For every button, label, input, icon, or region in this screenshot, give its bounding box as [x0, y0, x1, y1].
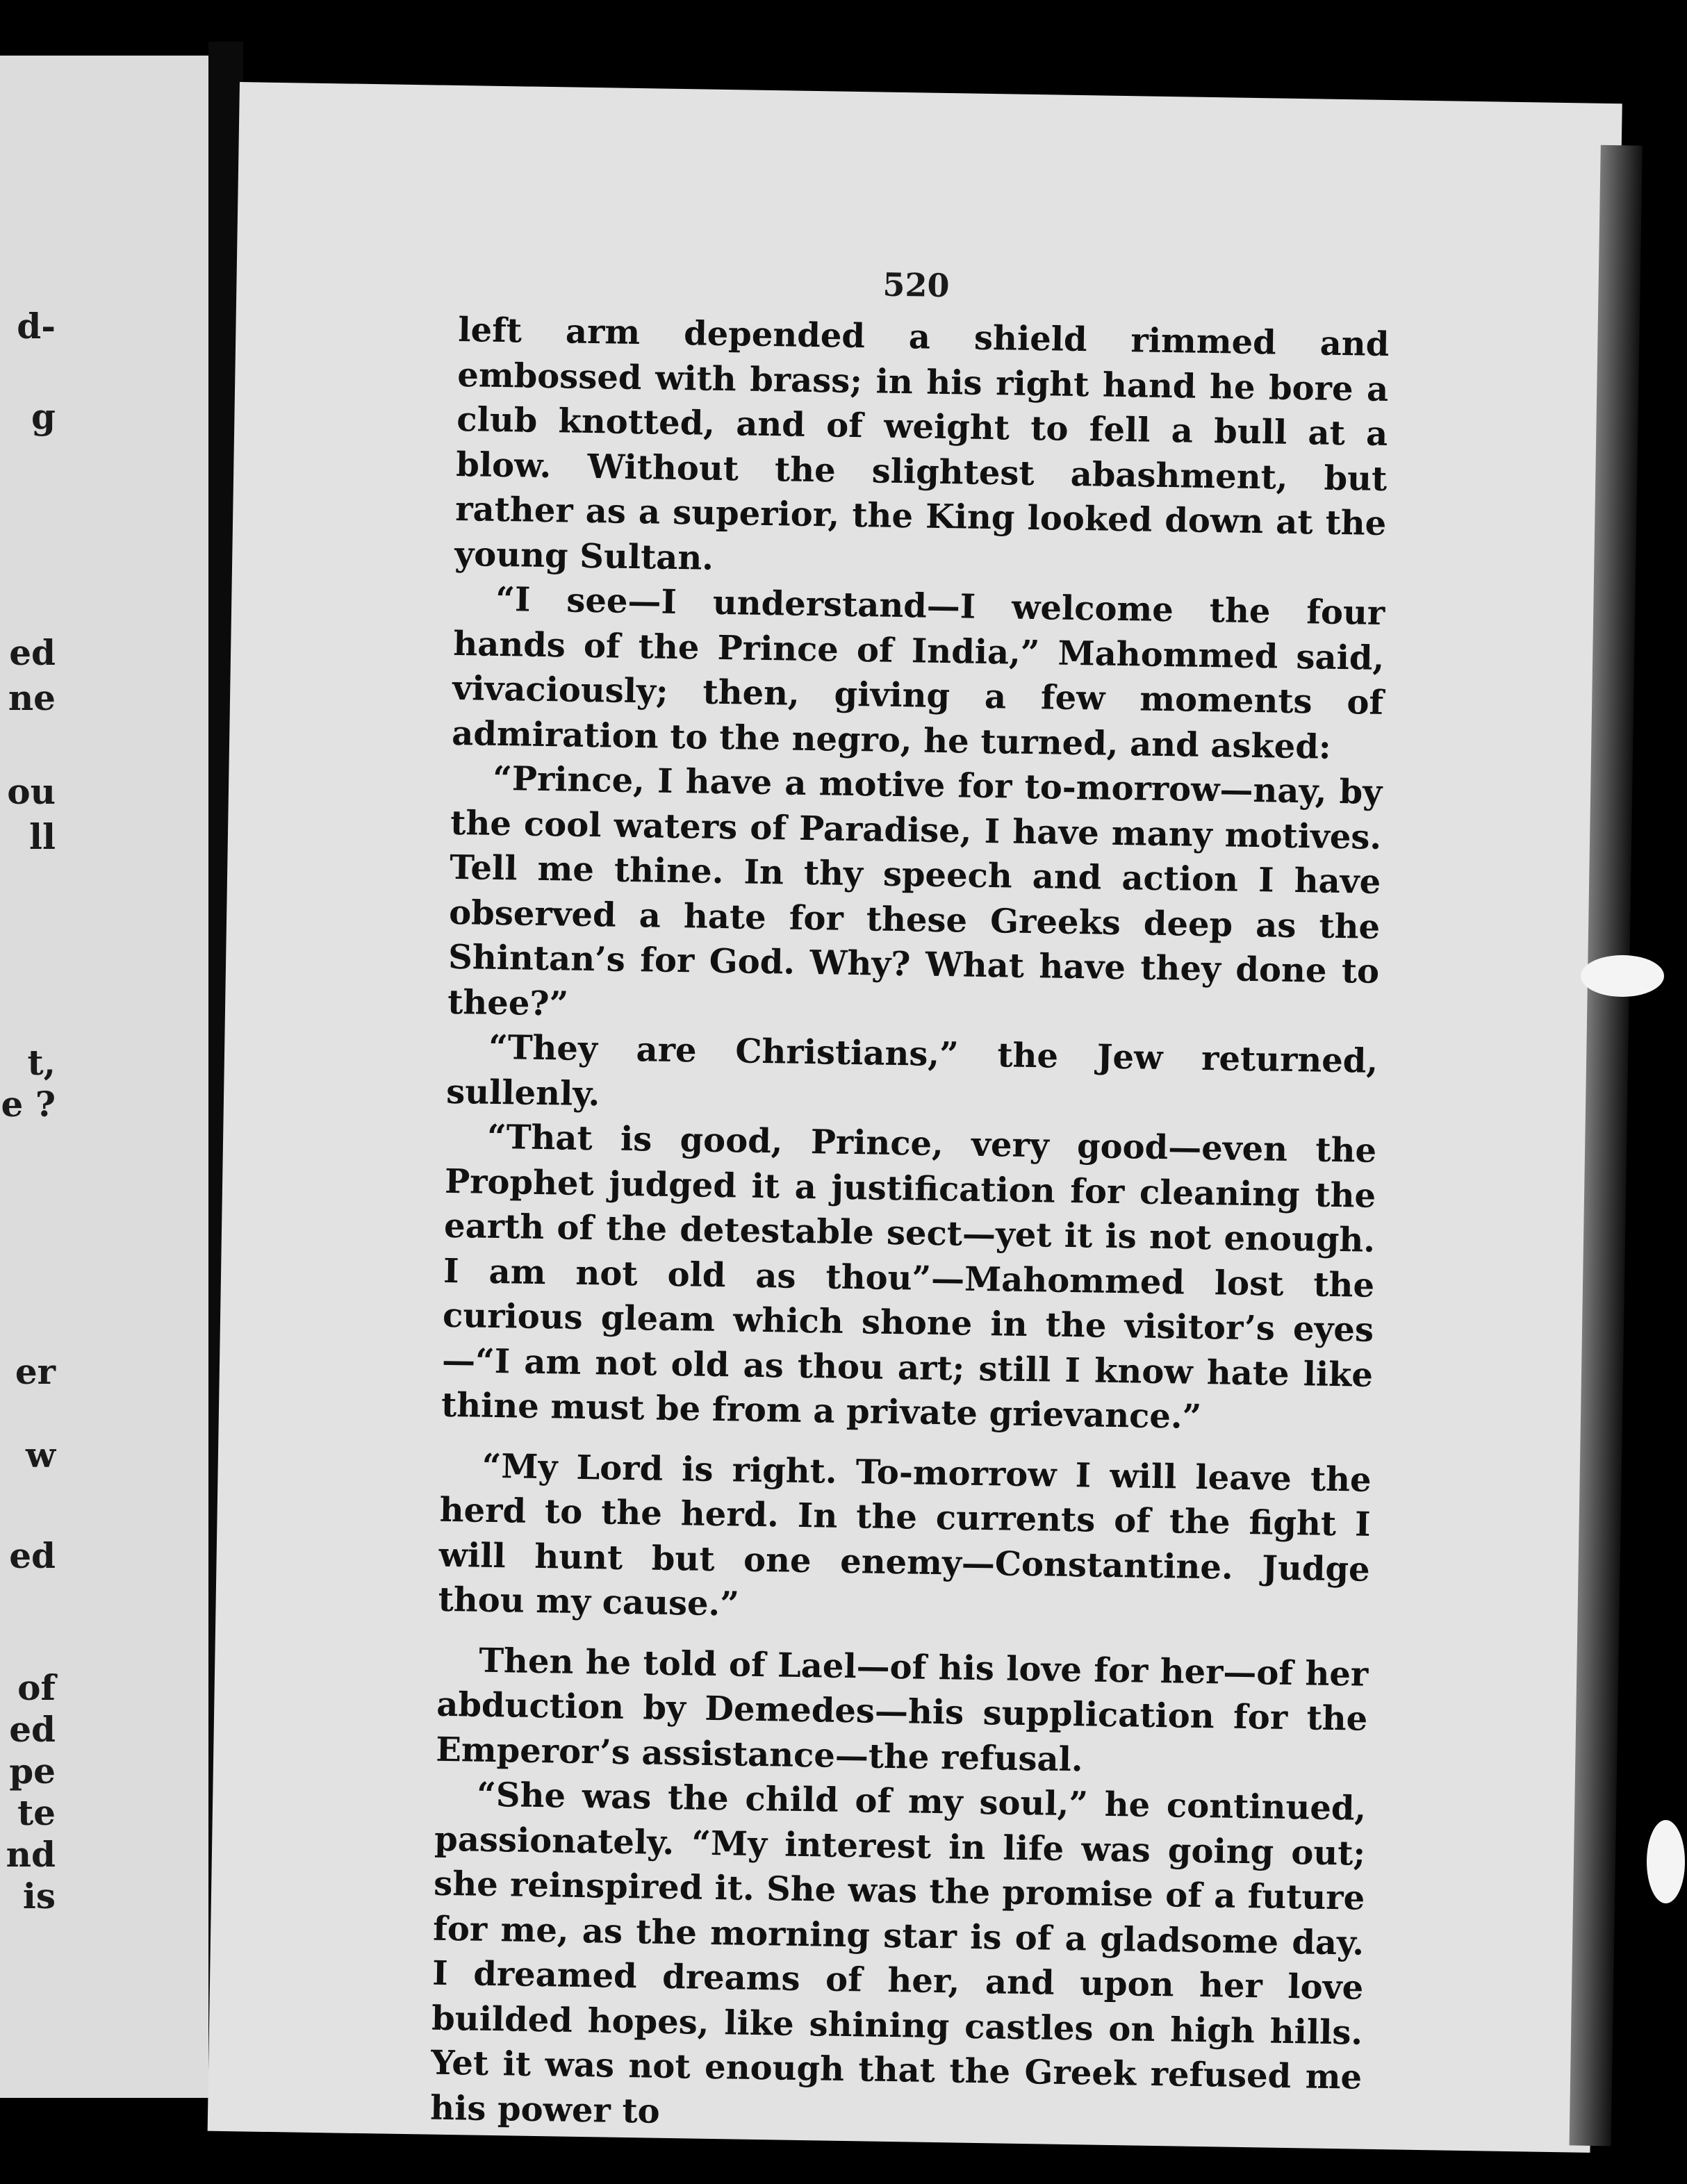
left-page-fragment: e ? — [1, 1084, 56, 1125]
left-page-fragment: te — [17, 1792, 56, 1833]
scan-speck — [1581, 955, 1664, 997]
left-page-fragment: ne — [8, 677, 56, 718]
left-page-fragment: is — [22, 1876, 56, 1917]
left-page-fragment: er — [15, 1351, 56, 1392]
right-page — [208, 82, 1622, 2153]
paragraph: “She was the child of my soul,” he continued, passionately. “My interest in life was going out; she reinspired it. She was the promise of a future for me, as the morning star is of a gladsome day. I dreamed dreams of her, and upon her love builded hopes, like shining castles on high hills. Yet it was not enough that the Greek refused me his power to — [429, 1775, 1367, 2131]
paragraph: “I see—I understand—I welcome the four hands of the Prince of India,” Mahommed said, vivaciously; then, giving a few moments of admiration to the negro, he turned, and asked: — [451, 579, 1385, 767]
left-page-fragment: ed — [9, 1535, 56, 1576]
paragraph: Then he told of Lael—of his love for her—of her abduction by Demedes—his supplication for the Emperor’s assistance—the refusal. — [435, 1641, 1369, 1779]
left-page-fragment: g — [31, 396, 56, 437]
paragraph: “Prince, I have a motive for to-morrow—nay, by the cool waters of Paradise, I have many motives. Tell me thine. In thy speech and action I have observed a hate for these Greeks deep as the Shintan’s for God. Why? What have they done to thee?” — [447, 759, 1383, 1024]
left-page-edge — [0, 56, 208, 2098]
paragraph: left arm depended a shield rimmed and embossed with brass; in his right hand he bore a club knotted, and of weight to fell a bull at a blow. Without the slightest abashment, but rather as a superior, the King looked down at the young Sultan. — [454, 310, 1390, 578]
left-page-fragment: d- — [17, 306, 56, 347]
left-page-fragment: ll — [29, 816, 56, 857]
page-edge-shadow — [1570, 145, 1643, 2146]
left-page-fragment: of — [17, 1667, 56, 1708]
paragraph: “My Lord is right. To-morrow I will leave the herd to the herd. In the currents of the fight I will hunt but one enemy—Constantine. Judge thou my cause.” — [438, 1446, 1372, 1624]
left-page-fragment: pe — [9, 1751, 56, 1792]
left-page-fragment: nd — [6, 1834, 56, 1875]
body-text — [430, 308, 1390, 2145]
left-page-fragment: w — [25, 1434, 56, 1475]
left-page-fragment: ed — [9, 1709, 56, 1750]
left-page-fragment: ou — [7, 771, 56, 812]
left-page-fragment: ed — [9, 632, 56, 673]
paragraph: “That is good, Prince, very good—even the Prophet judged it a justification for cleaning the earth of the detestable sect—yet it is not enough. I am not old as thou”—Mahommed lost the curious gleam which shone in the visitor’s eyes—“I am not old as thou art; still I know hate like thine must be from a private grievance.” — [441, 1117, 1377, 1437]
page-number: 520 — [882, 265, 950, 305]
scan-speck — [1647, 1820, 1685, 1903]
paragraph: “They are Christians,” the Jew returned, sullenly. — [445, 1027, 1379, 1114]
left-page-fragment: t, — [27, 1042, 56, 1083]
